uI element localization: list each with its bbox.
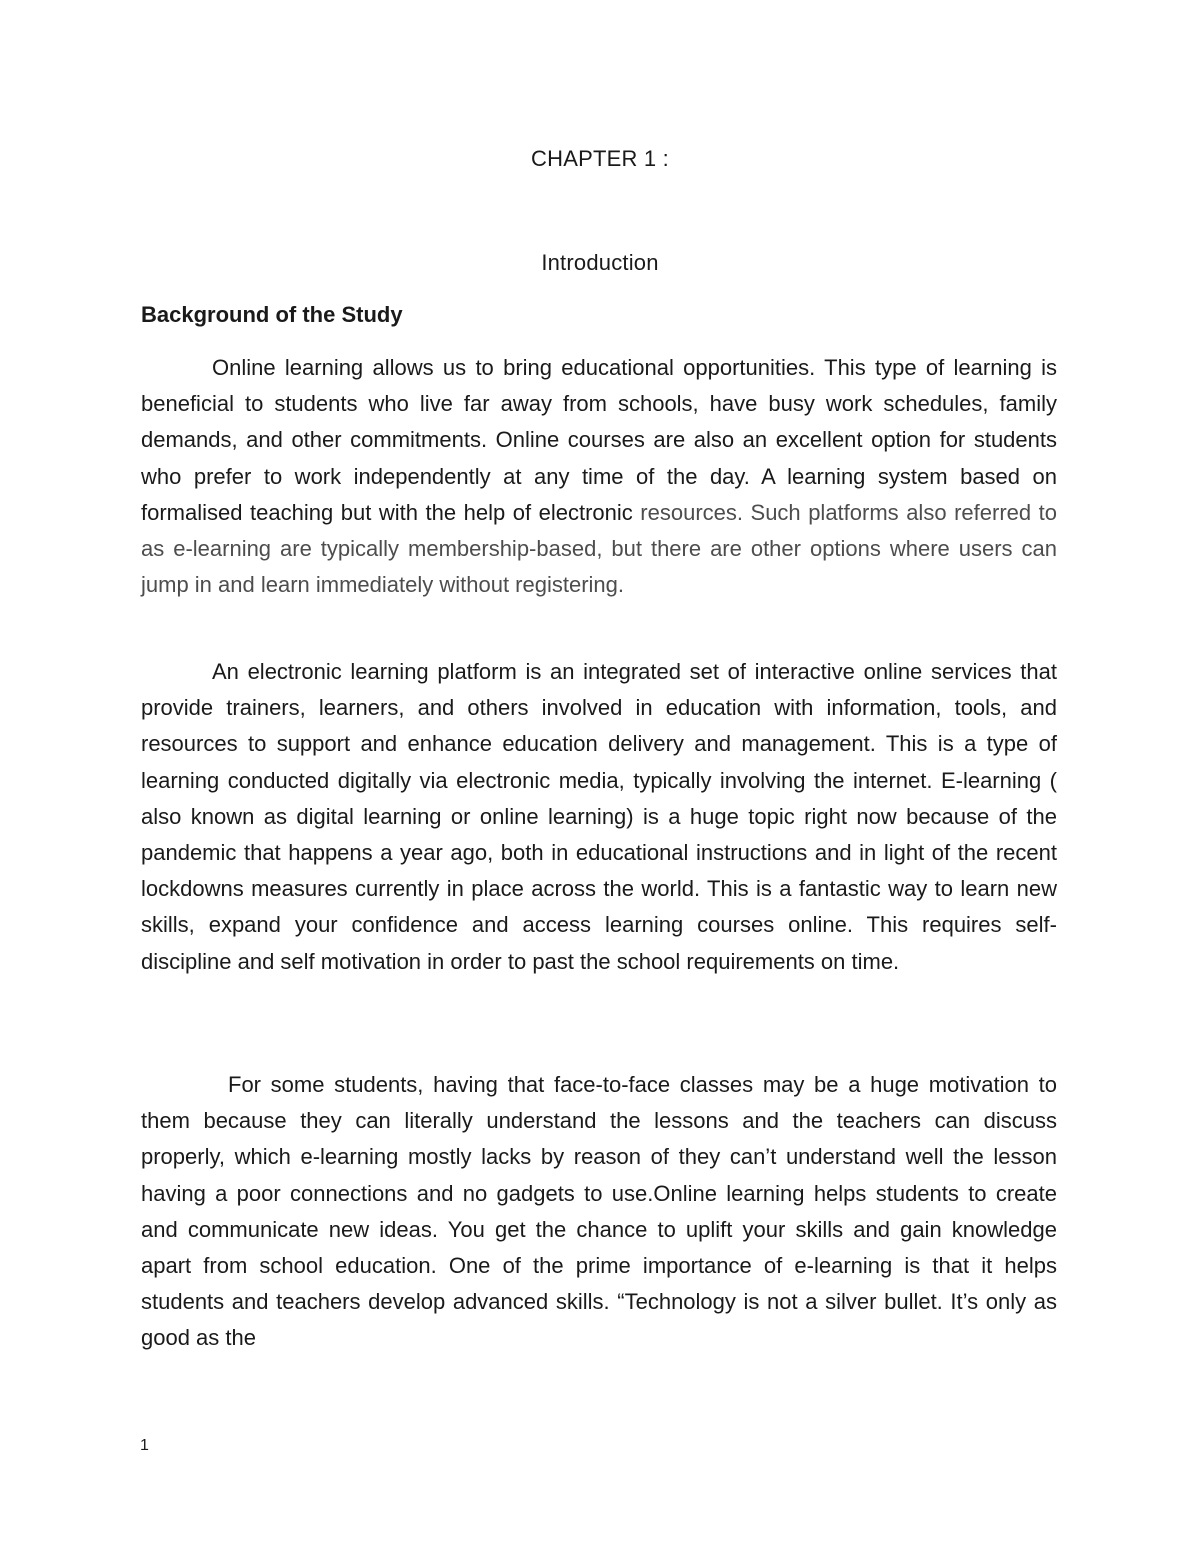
- paragraph-1-grey-text: resources. Such platforms also referred to as e-learning are typically membership-based, but there are other options where users can jump in and learn immediately without registering.: [141, 499, 1057, 598]
- paragraph-1: [141, 350, 1057, 603]
- introduction-title: Introduction: [541, 250, 659, 275]
- section-heading: Background of the Study: [141, 302, 403, 327]
- paragraph-2-text: An electronic learning platform is an integrated set of interactive online services that provide trainers, learners, and others involved in education with information, tools, and resources to support and enhance education delivery and management. This is a type of learning conducted digitally via electronic media, typically involving the internet. E-learning ( also known as digital learning or online learning) is a huge topic right now because of the pandemic that happens a year ago, both in educational instructions and in light of the recent lockdowns measures currently in place across the world. This is a fantastic way to learn new skills, expand your confidence and access learning courses online. This requires self-discipline and self motivation in order to past the school requirements on time.: [141, 659, 1057, 974]
- chapter-title: CHAPTER 1 :: [531, 146, 669, 171]
- paragraph-1-main-text: Online learning allows us to bring educational opportunities. This type of learning is beneficial to students who live far away from schools, have busy work schedules, family demands, and other commitments. Online courses are also an excellent option for students who prefer to work independently at any time of the day. A learning system based on formalised teaching but with the help of electronic: [141, 355, 1057, 525]
- page-number: 1: [140, 1437, 149, 1454]
- paragraph-3: [141, 1067, 1057, 1357]
- paragraph-2: [141, 654, 1057, 980]
- paragraph-3-text: For some students, having that face-to-face classes may be a huge motivation to them because they can literally understand the lessons and the teachers can discuss properly, which e-learning mostly lacks by reason of they can’t understand well the lesson having a poor connections and no gadgets to use.Online learning helps students to create and communicate new ideas. You get the chance to uplift your skills and gain knowledge apart from school education. One of the prime importance of e-learning is that it helps students and teachers develop advanced skills. “Technology is not a silver bullet. It’s only as good as the: [141, 1072, 1057, 1351]
